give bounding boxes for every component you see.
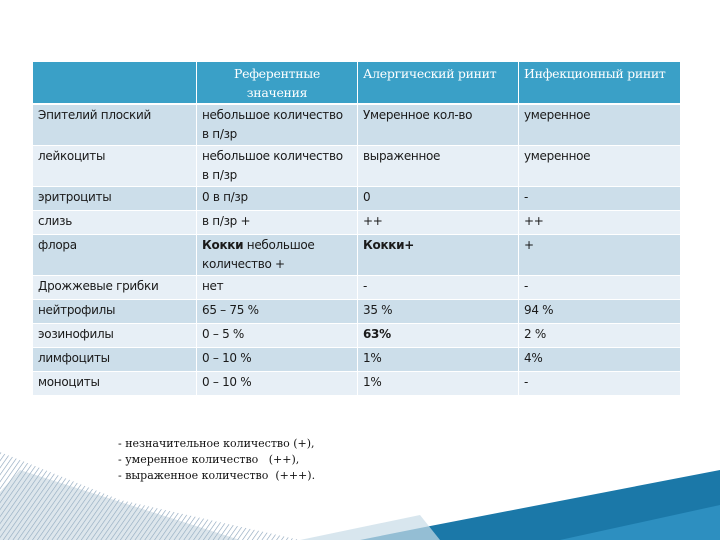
table-row bbox=[33, 105, 681, 146]
cell-infectious: умеренное bbox=[519, 105, 681, 146]
cell-allergic: 1% bbox=[358, 348, 519, 372]
table-row bbox=[33, 276, 681, 300]
cell-allergic: Умеренное кол-во bbox=[358, 105, 519, 146]
cell-reference-text: небольшое количество + bbox=[202, 238, 315, 271]
cell-reference: 0 – 5 % bbox=[197, 324, 358, 348]
cell-infectious: + bbox=[519, 235, 681, 276]
row-label: лейкоциты bbox=[33, 146, 197, 187]
table-row bbox=[33, 372, 681, 396]
cell-reference: 0 – 10 % bbox=[197, 348, 358, 372]
cell-infectious: - bbox=[519, 187, 681, 211]
cell-allergic: - bbox=[358, 276, 519, 300]
cell-infectious: умеренное bbox=[519, 146, 681, 187]
row-label: моноциты bbox=[33, 372, 197, 396]
header-infectious-rhinitis: Инфекционный ринит bbox=[519, 62, 681, 105]
comparison-table bbox=[33, 62, 681, 396]
header-reference: Референтные значения bbox=[197, 62, 358, 105]
row-label: лимфоциты bbox=[33, 348, 197, 372]
cell-allergic: Кокки+ bbox=[358, 235, 519, 276]
cell-allergic: ++ bbox=[358, 211, 519, 235]
cell-infectious: - bbox=[519, 372, 681, 396]
row-label: эритроциты bbox=[33, 187, 197, 211]
cell-reference: 0 в п/зр bbox=[197, 187, 358, 211]
cell-allergic: 35 % bbox=[358, 300, 519, 324]
cell-reference: 0 – 10 % bbox=[197, 372, 358, 396]
row-label: эозинофилы bbox=[33, 324, 197, 348]
row-label: слизь bbox=[33, 211, 197, 235]
bold-prefix: Кокки bbox=[202, 238, 244, 252]
cell-reference: небольшое количество в п/зр bbox=[197, 146, 358, 187]
row-label: Эпителий плоский bbox=[33, 105, 197, 146]
cell-infectious: ++ bbox=[519, 211, 681, 235]
cell-allergic: 0 bbox=[358, 187, 519, 211]
legend-line: - выраженное количество (+++). bbox=[118, 469, 316, 482]
cell-allergic: выраженное bbox=[358, 146, 519, 187]
header-allergic-rhinitis: Алергический ринит bbox=[358, 62, 519, 105]
table-row bbox=[33, 187, 681, 211]
cell-reference: нет bbox=[197, 276, 358, 300]
cell-reference: в п/зр + bbox=[197, 211, 358, 235]
table-row bbox=[33, 211, 681, 235]
cell-reference: небольшое количество в п/зр bbox=[197, 105, 358, 146]
row-label: флора bbox=[33, 235, 197, 276]
row-label: нейтрофилы bbox=[33, 300, 197, 324]
header-empty bbox=[33, 62, 197, 105]
cell-reference bbox=[197, 235, 358, 276]
table-header-row bbox=[33, 62, 681, 105]
table-row bbox=[33, 324, 681, 348]
cell-infectious: 94 % bbox=[519, 300, 681, 324]
cell-infectious: 4% bbox=[519, 348, 681, 372]
legend bbox=[118, 436, 315, 484]
table-row bbox=[33, 235, 681, 276]
legend-line: - умеренное количество (++), bbox=[118, 453, 300, 466]
cell-allergic: 1% bbox=[358, 372, 519, 396]
cell-reference: 65 – 75 % bbox=[197, 300, 358, 324]
table-row bbox=[33, 348, 681, 372]
table-row bbox=[33, 146, 681, 187]
table-row bbox=[33, 300, 681, 324]
legend-line: - незначительное количество (+), bbox=[118, 437, 315, 450]
cell-infectious: - bbox=[519, 276, 681, 300]
cell-allergic: 63% bbox=[358, 324, 519, 348]
row-label: Дрожжевые грибки bbox=[33, 276, 197, 300]
cell-infectious: 2 % bbox=[519, 324, 681, 348]
